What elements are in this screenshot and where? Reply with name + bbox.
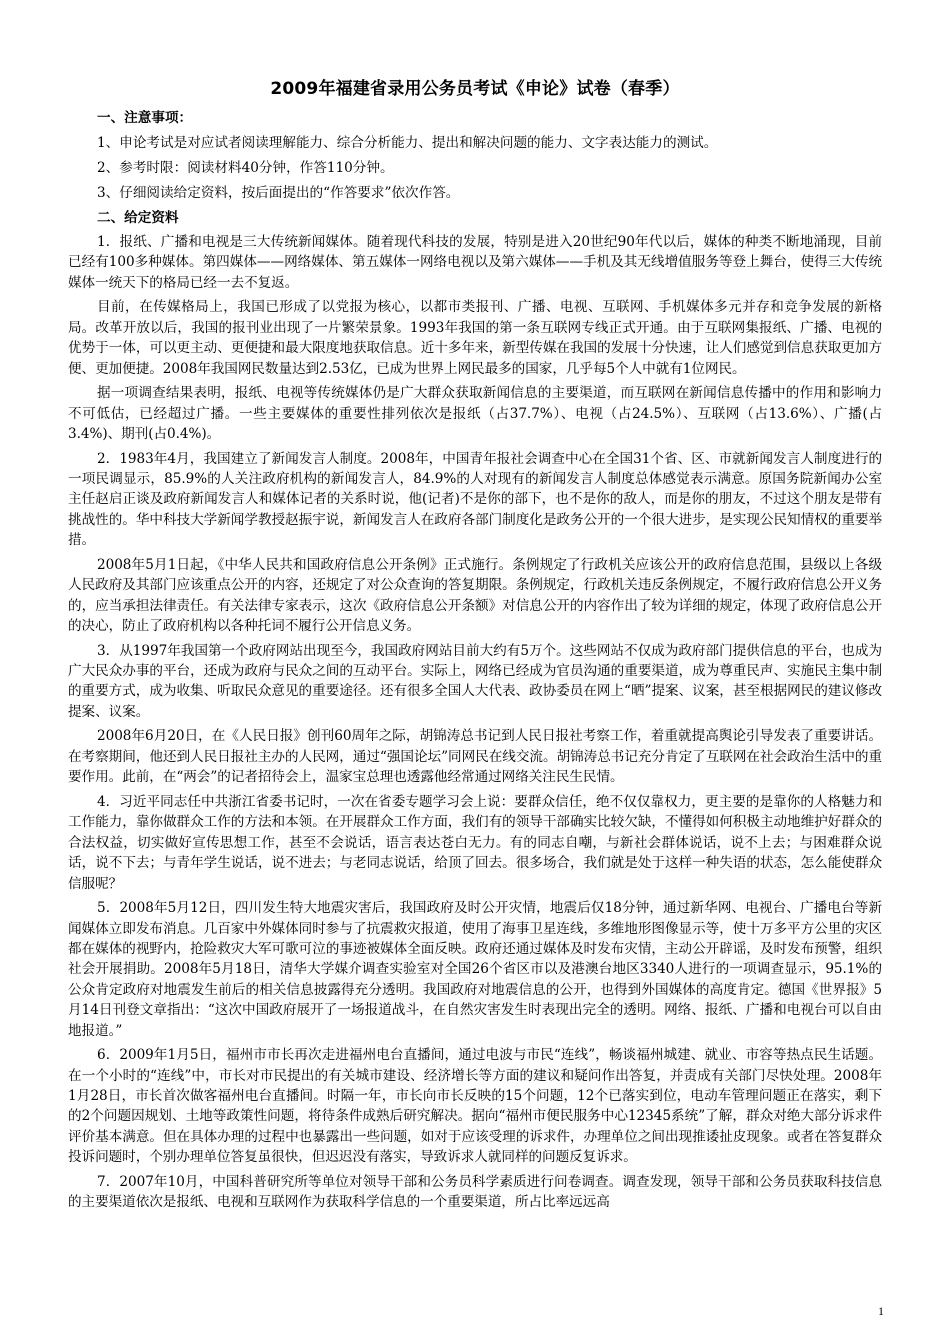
material-paragraph: 5．2008年5月12日，四川发生特大地震灾害后，我国政府及时公开灾情，地震后仅18分钟，通过新华网、电视台、广播电台等新闻媒体立即发布消息。几百家中外媒体同时参与了抗震救灾报道，使用了海事卫星连线，多维地形图像显示等，使十万多平方公里的灾区都在媒体的视野内，抢险救灾大军可歌可泣的事迹被媒体全面反映。政府还通过媒体及时发布灾情，主动公开辟谣，及时发布预警，组织社会开展捐助。2008年5月18日，清华大学媒介调查实验室对全国26个省区市以及港澳台地区3340人进行的一项调查显示，95.1%的公众肯定政府对地震发生前后的相关信息披露得充分透明。我国政府对地震信息的公开，也得到外国媒体的高度肯定。德国《世界报》5月14日刊登文章指出：“这次中国政府展开了一场报道战斗，在自然灾害发生时表现出完全的透明。网络、报纸、广播和电视台可以自由地报道。” — [68, 900, 882, 1039]
note-item: 2、参考时限：阅读材料40分钟，作答110分钟。 — [97, 160, 394, 176]
material-paragraph: 目前，在传媒格局上，我国已形成了以党报为核心，以都市类报刊、广播、电视、互联网、手机媒体多元并存和竞争发展的新格局。改革开放以后，我国的报刊业出现了一片繁荣景象。1993年我国的第一条互联网专线正式开通。由于互联网集报纸、广播、电视的优势于一体，可以更主动、更便捷和最大限度地获取信息。近十多年来，新型传媒在我国的发展十分快速，让人们感觉到信息获取更加方便、更加便捷。2008年我国网民数量达到2.53亿，已成为世界上网民最多的国家，几乎每5个人中就有1位网民。 — [68, 299, 882, 377]
material-paragraph: 4．习近平同志任中共浙江省委书记时，一次在省委专题学习会上说：要群众信任，绝不仅仅靠权力，更主要的是靠你的人格魅力和工作能力，靠你做群众工作的方法和本领。在开展群众工作方面，我们有的领导干部确实比较欠缺，不懂得如何积极主动地维护好群众的合法权益，切实做好宣传思想工作，甚至不会说话，语言表达苍白无力。有的同志自嘲，与新社会群体说话，说不上去；与困难群众说话，说不下去；与青年学生说话，说不进去；与老同志说话，给顶了回去。很多场合，我们就是处于这样一种失语的状态，怎么能使群众信服呢？ — [68, 793, 882, 892]
document-body — [68, 78, 882, 1217]
material-paragraph: 6．2009年1月5日，福州市市长再次走进福州电台直播间，通过电波与市民“连线”，畅谈福州城建、就业、市容等热点民生话题。在一个小时的“连线”中，市长对市民提出的有关城市建设、经济增长等方面的建议和疑问作出答复，并责成有关部门尽快处理。2008年1月28日，市长首次做客福州电台直播间。时隔一年，市长向市长反映的15个问题，12个已落实到位，电动车管理问题正在落实，剩下的2个问题因规划、土地等政策性问题，将待条件成熟后研究解决。据向“福州市便民服务中心12345系统”了解，群众对绝大部分诉求件评价基本满意。但在具体办理的过程中也暴露出一些问题，如对于应该受理的诉求件，办理单位之间出现推诿扯皮现象。或者在答复群众投诉问题时，个别办理单位答复虽很快，但迟迟没有落实，导致诉求人就同样的问题反复诉求。 — [68, 1047, 882, 1166]
material-paragraph: 3．从1997年我国第一个政府网站出现至今，我国政府网站目前大约有5万个。这些网站不仅成为政府部门提供信息的平台，也成为广大民众办事的平台，还成为政府与民众之间的互动平台。实际上，网络已经成为官员沟通的重要渠道，成为尊重民声、实施民主集中制的重要方式，成为收集、听取民众意见的重要途径。还有很多全国人大代表、政协委员在网上“晒”提案、议案，甚至根据网民的建议修改提案、议案。 — [68, 642, 882, 720]
material-paragraph: 2．1983年4月，我国建立了新闻发言人制度。2008年，中国青年报社会调查中心在全国31个省、区、市就新闻发言人制度进行的一项民调显示，85.9%的人关注政府机构的新闻发言人，84.9%的人对现有的新闻发言人制度总体感觉表示满意。原国务院新闻办公室主任赵启正谈及政府新闻发言人和媒体记者的关系时说，他(记者)不是你的部下，也不是你的敌人，而是你的朋友，不过这个朋友是带有挑战性的。华中科技大学新闻学教授赵振宇说，新闻发言人在政府各部门制度化是政务公开的一个很大进步，是实现公民知情权的重要举措。 — [68, 450, 882, 549]
note-item: 1、申论考试是对应试者阅读理解能力、综合分析能力、提出和解决问题的能力、文字表达能力的测试。 — [97, 135, 718, 151]
material-paragraph: 2008年6月20日，在《人民日报》创刊60周年之际，胡锦涛总书记到人民日报社考察工作，着重就提高舆论引导发表了重要讲话。在考察期间，他还到人民日报社主办的人民网，通过“强国论坛”同网民在线交流。胡锦涛总书记充分肯定了互联网在社会政治生活中的重要作用。此前，在“两会”的记者招待会上，温家宝总理也透露他经常通过网络关注民生民情。 — [68, 728, 882, 786]
material-paragraph: 1．报纸、广播和电视是三大传统新闻媒体。随着现代科技的发展，特别是进入20世纪90年代以后，媒体的种类不断地涌现，目前已经有100多种媒体。第四媒体——网络媒体、第五媒体一网络电视以及第六媒体——手机及其无线增值服务等登上舞台，使得三大传统媒体一统天下的格局已经一去不复返。 — [68, 234, 882, 291]
note-item: 3、仔细阅读给定资料，按后面提出的“作答要求”依次作答。 — [97, 185, 460, 201]
material-paragraph: 7．2007年10月，中国科普研究所等单位对领导干部和公务员科学素质进行问卷调查。调查发现，领导干部和公务员获取科技信息的主要渠道依次是报纸、电视和互联网作为获取科学信息的一个重要渠道，所占比率远远高 — [68, 1173, 882, 1211]
section-heading-notes: 一、注意事项： — [97, 110, 193, 126]
page-number: 1 — [878, 1304, 884, 1318]
page-title: 2009年福建省录用公务员考试《申论》试卷（春季） — [270, 79, 680, 99]
material-paragraph: 2008年5月1日起，《中华人民共和国政府信息公开条例》正式施行。条例规定了行政机关应该公开的政府信息范围，县级以上各级人民政府及其部门应该重点公开的内容，还规定了对公众查询的答复期限。条例规定，行政机关违反条例规定，不履行政府信息公开义务的，应当承担法律责任。有关法律专家表示，这次《政府信息公开条额》对信息公开的内容作出了较为详细的规定，体现了政府信息公开的决心，防止了政府机构以各种托词不履行公开信息义务。 — [68, 556, 882, 635]
section-heading-materials: 二、给定资料 — [97, 210, 179, 226]
material-paragraph: 据一项调查结果表明，报纸、电视等传统媒体仍是广大群众获取新闻信息的主要渠道，而互联网在新闻信息传播中的作用和影响力不可低估，已经超过广播。一些主要媒体的重要性排列依次是报纸（占37.7%）、电视（占24.5%）、互联网（占13.6%）、广播(占3.4%)、期刊(占0.4%)。 — [68, 385, 882, 443]
